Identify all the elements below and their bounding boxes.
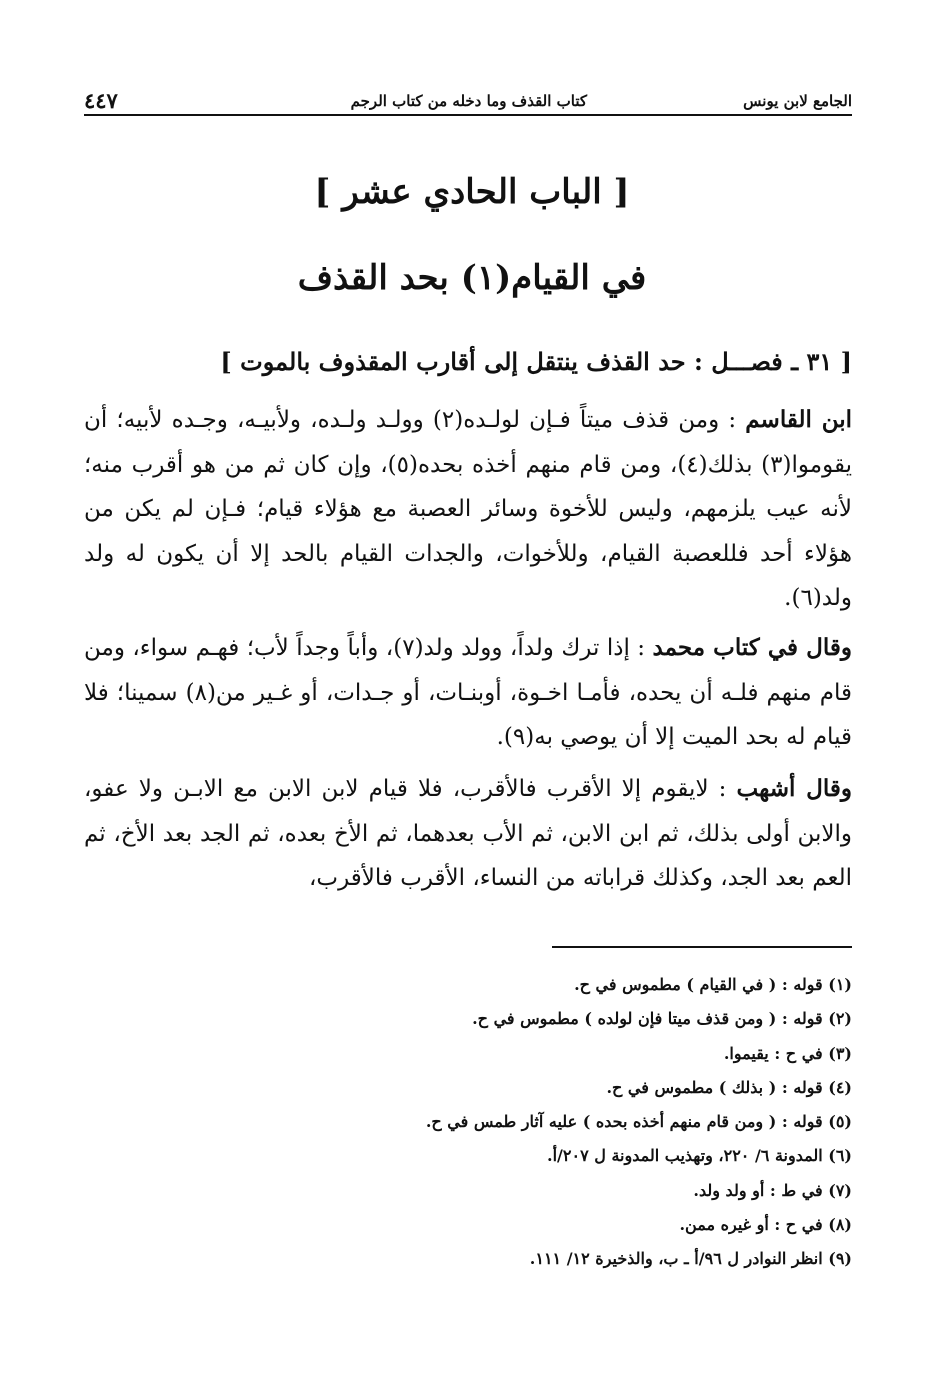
- footnote: (٤) قوله : ( بذلك ) مطموس في ح.: [606, 1077, 852, 1097]
- paragraph-speaker: وقال أشهب: [736, 775, 852, 802]
- chapter-heading: [ الباب الحادي عشر ]: [314, 172, 630, 212]
- footnote-separator: [552, 946, 852, 948]
- paragraph-kitab-muhammad: [84, 626, 852, 760]
- footnote: (٥) قوله : ( ومن قام منهم أخذه بحده ) عليه آثار طمس في ح.: [425, 1112, 852, 1132]
- footnotes: [84, 968, 852, 1277]
- footnote: (٧) في ط : أو ولد ولد.: [693, 1180, 852, 1200]
- footnote: (٩) انظر النوادر ل ٩٦/أ ـ ب، والذخيرة ١٢/ ١١١.: [529, 1249, 852, 1269]
- running-header: [84, 90, 852, 116]
- chapter-subject: في القيام(١) بحد القذف: [297, 258, 647, 298]
- page-number: ٤٤٧: [84, 88, 118, 113]
- footnote: (٢) قوله : ( ومن قذف ميتا فإن لولده ) مطموس في ح.: [472, 1009, 852, 1029]
- paragraph-text: : لايقوم إلا الأقرب فالأقرب، فلا قيام لابن الابن مع الابـن ولا عفو، والابن أولى بذلك، ثم ابن الابن، ثم الأب بعدهما، ثم الأخ بعده، ثم الجد بعد الأخ، ثم العم بعد الجد، وكذلك قراباته من النساء، الأقرب فالأقرب،: [84, 776, 852, 891]
- footnote: (٨) في ح : أو غيره ممن.: [679, 1215, 852, 1235]
- paragraph-ashhab: [84, 767, 852, 901]
- footnote: (٦) المدونة ٦/ ٢٢٠، وتهذيب المدونة ل ٢٠٧/أ.: [547, 1146, 852, 1166]
- paragraph-text: : ومن قذف ميتاً فـإن لولـده(٢) وولـد ولـده، ولأبيـه، وجـده لأبيه؛ أن يقوموا(٣) بذلك(٤)، ومن قام منهم أخذه بحده(٥)، وإن كان ثم من هو أقرب منه؛ لأنه عيب يلزمهم، وليس للأخوة وسائر العصبة مع هؤلاء قيام؛ فـإن لم يكن من هؤلاء أحد فللعصبة القيام، وللأخوات، والجدات القيام بالحد إلا أن يكون له ولد ولد(٦).: [84, 407, 853, 611]
- paragraph-ibn-al-qasim: [84, 398, 852, 621]
- footnote: (٣) في ح : يقيموا.: [723, 1043, 852, 1063]
- paragraph-text: : إذا ترك ولداً، وولد ولد(٧)، وأباً وجداً لأب؛ فهـم سواء، ومن قام منهم فلـه أن يحده، فأمـا اخـوة، أوبنـات، أو جـدات، أو غـير من(٨) سمينا؛ فلا قيام له بحد الميت إلا أن يوصي به(٩).: [84, 635, 852, 750]
- footnote: (١) قوله : ( في القيام ) مطموس في ح.: [574, 975, 852, 994]
- book-title: الجامع لابن يونس: [743, 92, 852, 110]
- paragraph-speaker: ابن القاسم: [745, 406, 852, 433]
- paragraph-speaker: وقال في كتاب محمد: [652, 634, 852, 661]
- section-heading: [ ٣١ ـ فصـــل : حد القذف ينتقل إلى أقارب المقذوف بالموت ]: [220, 347, 852, 376]
- section-running-title: كتاب القذف وما دخله من كتاب الرجم: [350, 92, 587, 110]
